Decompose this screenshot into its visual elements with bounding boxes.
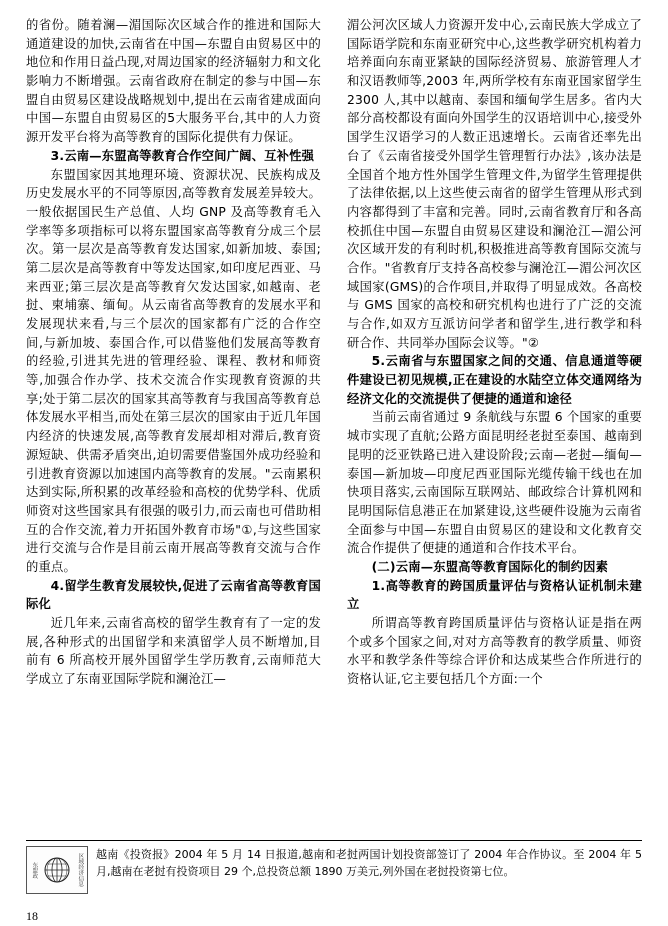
globe-icon — [41, 847, 73, 893]
paragraph: 东盟国家因其地理环境、资源状况、民族构成及历史发展水平的不同等原因,高等教育发展差异较大。一般依据国民生产总值、人均 GNP 及高等教育毛入学率等多项指标可以将东盟国家高等教育分成三个层次。第一层次是高等教育发达国家,如新加坡、泰国;第二层次是高等教育中等发达国家,如印度尼西亚、马来西亚;第三层次是高等教育欠发达国家,如越南、老挝、柬埔寨、缅甸。从云南省高等教育的发展水平和发展现状来看,与三个层次的国家都有广泛的合作空间,与新加坡、泰国合作,可以借鉴他们发展高等教育的经验,引进其先进的管理经验、课程、教材和师资等,加强合作办学、技术交流合作实现教育资源的共享;处于第二层次的国家其高等教育与我国高等教育总体发展水平相当,而处在第三层次的国家由于近几年国内经济的快速发展,高等教育发展却相对滞后,教育资源短缺、供需矛盾突出,迫切需要借鉴国外成功经验和引进教育资源以加速国内高等教育的发展。"云南累积达到实际,所积累的改革经验和高校的优势学科、优质师资对这些国家具有很强的吸引力,而云南也可借助相互的合作交流,着力开拓国外教育市场"①,与这些国家进行交流与合作是目前云南开展高等教育交流与合作的重点。 — [26, 167, 321, 574]
footnote-divider — [26, 840, 642, 841]
right-column — [347, 16, 642, 854]
globe-stamp-icon — [26, 846, 88, 894]
paragraph: 近几年来,云南省高校的留学生教育有了一定的发展,各种形式的出国留学和来滇留学人员不断增加,目前有 6 所高校开展外国留学生学历教育,云南师范大学成立了东南亚国际学院和澜沧江— — [26, 616, 321, 687]
section-heading: 1.高等教育的跨国质量评估与资格认证机制未建立 — [347, 578, 642, 612]
section-heading: 3.云南—东盟高等教育合作空间广阔、互补性强 — [50, 148, 315, 163]
stamp-left-label: 东盟政 — [31, 861, 38, 879]
paragraph: 的省份。随着澜—湄国际次区域合作的推进和国际大通道建设的加快,云南省在中国—东盟自由贸易区中的地位和作用日益凸现,对周边国家的经济辐射力和文化影响力不断增强。云南省政府在制定的参与中国—东盟自由贸易区建设战略规划中,提出在云南省建成面向中国—东盟自由贸易区的5大服务平台,其中的人力资源开发平台将为高等教育的国际化提供有力保证。 — [26, 18, 321, 145]
paragraph: 所谓高等教育跨国质量评估与资格认证是指在两个或多个国家之间,对对方高等教育的教学质量、师资水平和教学条件等综合评价和达成某些合作所进行的资格认证,它主要包括几个方面:一个 — [347, 616, 642, 687]
paragraph: 湄公河次区域人力资源开发中心,云南民族大学成立了国际语学院和东南亚研究中心,这些教学研究机构着力培养面向东南亚紧缺的国际经济贸易、旅游管理人才和汉语教师等,2003 年,两所学校有东南亚国家留学生 2300 人,其中以越南、泰国和缅甸学生居多。省内大部分高校都设有面向外国学生的汉语培训中心,接受外国学生汉语学习的人数正迅速增长。云南省还率先出台了《云南省接受外国学生管理暂行办法》,该办法是全国首个地方性外国学生管理文件,为留学生管理提供了法律依据,以上这些使云南省的留学生管理从形式到内容都得到了丰富和完善。同时,云南省教育厅和各高校抓住中国—东盟自由贸易区建设和澜沧江—湄公河次区域开发的有利时机,积极推进高等教育国际交流与合作。"省教育厅支持各高校参与澜沧江—湄公河次区域国家(GMS)的合作项目,并取得了明显成效。各高校与 GMS 国家的高校和研究机构也进行了广泛的交流与合作,如双方互派访问学者和留学生,进行教学和科研合作、共同举办国际会议等。"② — [347, 18, 642, 350]
stamp-right-label: 区域经济信息 — [77, 853, 84, 887]
footnote-row — [26, 846, 642, 894]
footnote-text: 越南《投资报》2004 年 5 月 14 日报道,越南和老挝两国计划投资部签订了 2004 年合作协议。至 2004 年 5 月,越南在老挝有投资项目 29 个,总投资总额 1890 万美元,列外国在老挝投资第七位。 — [96, 848, 642, 878]
section-heading: 5.云南省与东盟国家之间的交通、信息通道等硬件建设已初见规模,正在建设的水陆空立体交通网络为经济文化的交流提供了便捷的通道和途径 — [347, 354, 642, 406]
section-heading: 4.留学生教育发展较快,促进了云南省高等教育国际化 — [26, 578, 321, 612]
footnote-area — [26, 840, 642, 910]
two-column-body — [26, 16, 642, 854]
left-column — [26, 16, 321, 854]
paragraph: 当前云南省通过 9 条航线与东盟 6 个国家的重要城市实现了直航;公路方面昆明经老挝至泰国、越南到昆明的泛亚铁路已进入建设阶段;云南—老挝—缅甸—泰国—新加坡—印度尼西亚国际光缆传输干线也在加快项目落实,云南国际互联网站、邮政综合计算机网和昆明国际信息港正在加紧建设,这些硬件设施为云南省全面参与中国—东盟自由贸易区的建设和文化教育交流合作提供了便捷的通道和合作技术平台。 — [347, 410, 642, 556]
page-number: 18 — [26, 909, 38, 923]
subsection-heading: (二)云南—东盟高等教育国际化的制约因素 — [371, 559, 609, 574]
